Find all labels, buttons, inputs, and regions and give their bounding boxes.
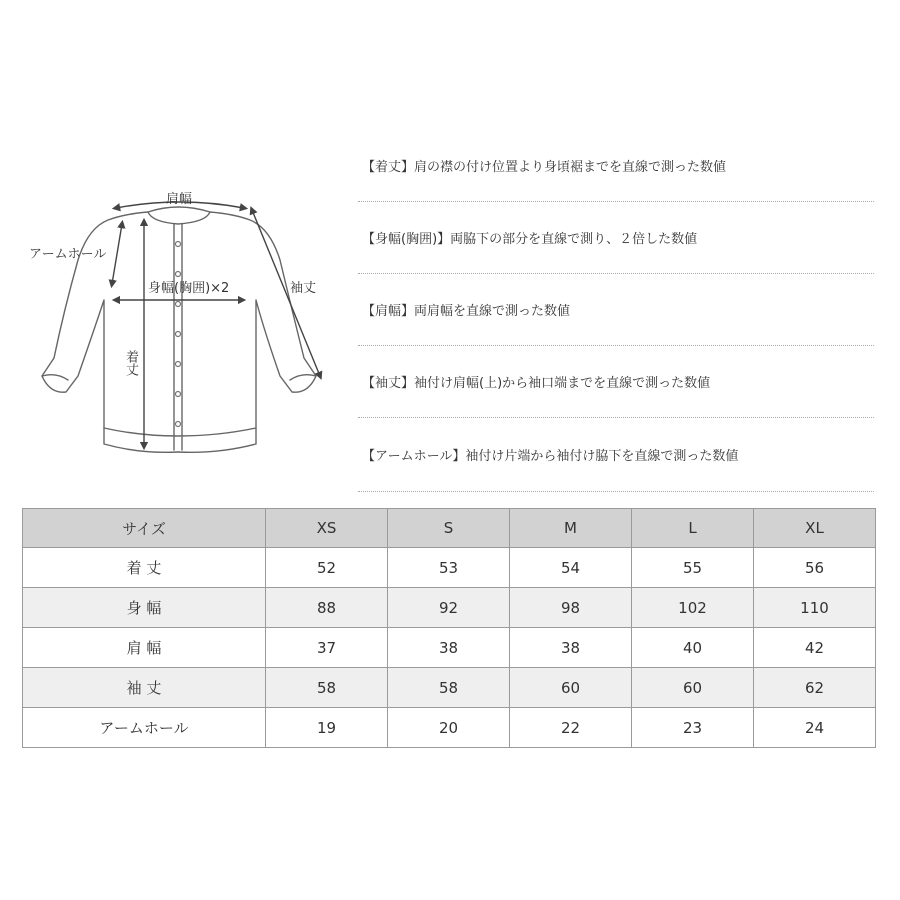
desc-text: 袖付け片端から袖付け脇下を直線で測った数値 — [465, 449, 739, 464]
row-label: 肩 幅 — [23, 628, 266, 668]
table-cell: 110 — [754, 588, 876, 628]
header-m: M — [510, 509, 632, 548]
row-label: アームホール — [23, 708, 266, 748]
table-cell: 20 — [388, 708, 510, 748]
desc-text: 袖付け肩幅(上)から袖口端までを直線で測った数値 — [414, 376, 711, 391]
table-cell: 98 — [510, 588, 632, 628]
table-row — [23, 708, 876, 748]
desc-shoulder — [358, 274, 874, 346]
desc-key: 【着丈】 — [362, 160, 415, 175]
desc-key: 【身幅(胸囲)】 — [362, 232, 451, 247]
jacket-outline-illustration — [20, 180, 340, 460]
table-cell: 102 — [632, 588, 754, 628]
table-cell: 60 — [632, 668, 754, 708]
table-cell: 42 — [754, 628, 876, 668]
header-xl: XL — [754, 509, 876, 548]
row-label: 着 丈 — [23, 548, 266, 588]
header-size: サイズ — [23, 509, 266, 548]
table-cell: 60 — [510, 668, 632, 708]
desc-chest — [358, 202, 874, 274]
header-l: L — [632, 509, 754, 548]
desc-length — [358, 130, 874, 202]
table-cell: 88 — [266, 588, 388, 628]
desc-key: 【アームホール】 — [362, 449, 466, 464]
desc-key: 【肩幅】 — [362, 304, 415, 319]
length-label: 着丈 — [123, 350, 138, 376]
size-table — [22, 508, 876, 748]
desc-armhole — [358, 418, 874, 492]
header-s: S — [388, 509, 510, 548]
row-label: 身 幅 — [23, 588, 266, 628]
desc-text: 両肩幅を直線で測った数値 — [414, 304, 571, 319]
row-label: 袖 丈 — [23, 668, 266, 708]
table-cell: 55 — [632, 548, 754, 588]
table-cell: 24 — [754, 708, 876, 748]
table-cell: 58 — [266, 668, 388, 708]
table-cell: 40 — [632, 628, 754, 668]
header-xs: XS — [266, 509, 388, 548]
sleeve-length-label: 袖丈 — [290, 281, 317, 296]
table-cell: 22 — [510, 708, 632, 748]
table-cell: 37 — [266, 628, 388, 668]
armhole-label: アームホール — [29, 247, 107, 262]
table-row — [23, 588, 876, 628]
table-cell: 53 — [388, 548, 510, 588]
desc-text: 両脇下の部分を直線で測り、２倍した数値 — [450, 232, 698, 247]
chest-label: 身幅(胸囲)×2 — [148, 281, 230, 296]
table-row — [23, 548, 876, 588]
measurement-descriptions — [358, 130, 874, 492]
table-cell: 92 — [388, 588, 510, 628]
table-cell: 56 — [754, 548, 876, 588]
table-cell: 23 — [632, 708, 754, 748]
table-cell: 62 — [754, 668, 876, 708]
table-cell: 54 — [510, 548, 632, 588]
table-row — [23, 668, 876, 708]
table-cell: 19 — [266, 708, 388, 748]
garment-diagram — [20, 180, 340, 460]
table-cell: 38 — [510, 628, 632, 668]
desc-text: 肩の襟の付け位置より身頃裾までを直線で測った数値 — [414, 160, 727, 175]
table-cell: 52 — [266, 548, 388, 588]
shoulder-width-label: 肩幅 — [166, 192, 193, 207]
table-cell: 58 — [388, 668, 510, 708]
desc-sleeve — [358, 346, 874, 418]
table-header-row — [23, 509, 876, 548]
table-row — [23, 628, 876, 668]
table-cell: 38 — [388, 628, 510, 668]
desc-key: 【袖丈】 — [362, 376, 415, 391]
